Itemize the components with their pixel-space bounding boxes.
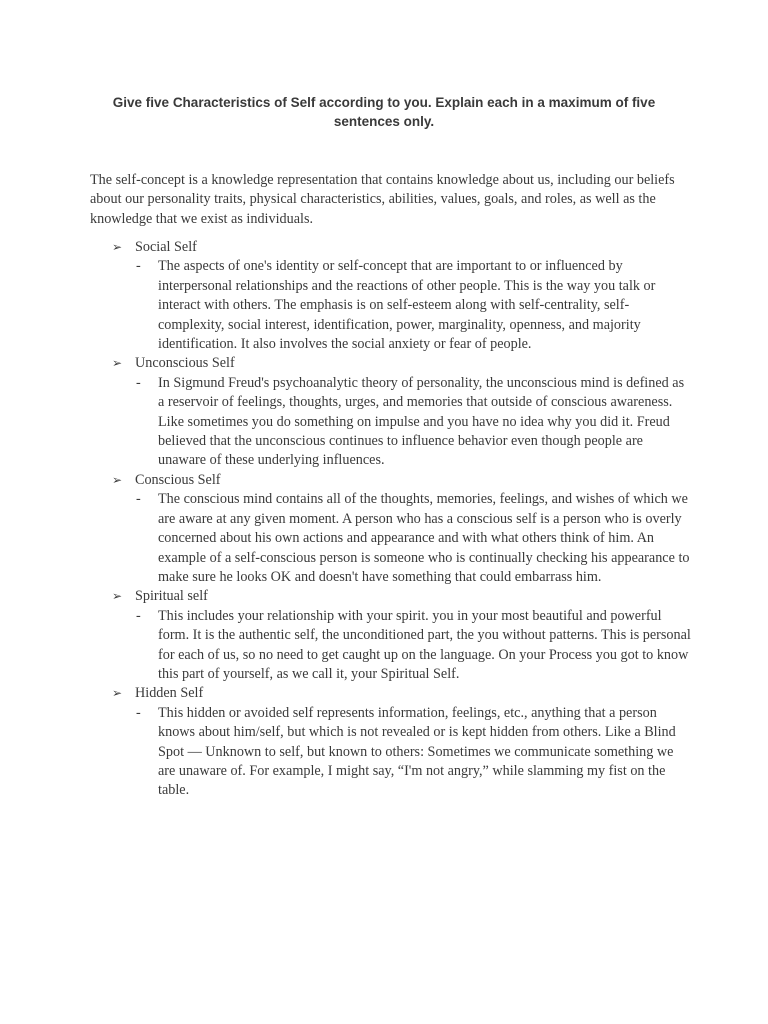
item-heading: Conscious Self [135, 471, 221, 488]
item-description: The conscious mind contains all of the thoughts, memories, feelings, and wishes of which we are aware at any given moment. A person who has a conscious self is a person who is overly concerned about his own actions and appearance and with what others think of him. An example of a self-conscious person is someone who is continually checking his appearance to make sure he looks OK and doesn't have something that could embarrass him. [158, 491, 690, 585]
item-description: This hidden or avoided self represents information, feelings, etc., anything that a person knows about him/self, but which is not revealed or is kept hidden from others. Like a Blind Spot — Unknown to self, but known to others: Sometimes we communicate something we are unaware of. For example, I might say, “I'm not angry,” while slamming my fist on the table. [158, 704, 676, 799]
arrow-bullet-icon: ➢ [112, 589, 123, 604]
arrow-bullet-icon: ➢ [112, 240, 123, 254]
arrow-bullet-icon: ➢ [112, 686, 123, 701]
document-title: Give five Characteristics of Self according to you. Explain each in a maximum of five sentences only. [112, 95, 656, 129]
item-heading: Spiritual self [135, 588, 208, 605]
item-heading: Unconscious Self [135, 355, 235, 372]
dash-bullet: - [136, 374, 141, 391]
list-item-conscious-self [112, 471, 692, 587]
item-description: In Sigmund Freud's psychoanalytic theory of personality, the unconscious mind is defined as a reservoir of feelings, thoughts, urges, and memories that outside of conscious awareness. Like sometimes you do something on impulse and you have no idea why you did it. Freud believed that the unconscious continues to influence behavior even though people are unaware of these underlying influences. [158, 374, 685, 469]
list-item-social-self [112, 238, 692, 354]
list-item-hidden-self [112, 684, 692, 800]
dash-bullet: - [136, 491, 141, 508]
item-heading: Social Self [135, 239, 197, 255]
dash-bullet: - [136, 607, 141, 624]
item-description: This includes your relationship with your spirit. you in your most beautiful and powerful form. It is the authentic self, the unconditioned part, the you without patterns. This is personal for each of us, so no need to get caught up on the language. On your Process you got to know this part of yourself, as we call it, your Spiritual Self. [158, 607, 691, 682]
dash-bullet: - [136, 258, 141, 275]
intro-paragraph: The self-concept is a knowledge representation that contains knowledge about us, including our beliefs about our personality traits, physical characteristics, abilities, values, goals, and roles, as well as the knowledge that we exist as individuals. [90, 172, 675, 227]
characteristics-list [112, 238, 692, 801]
arrow-bullet-icon: ➢ [112, 356, 123, 371]
arrow-bullet-icon: ➢ [112, 472, 123, 487]
item-heading: Hidden Self [135, 685, 204, 702]
list-item-spiritual-self [112, 587, 692, 684]
dash-bullet: - [136, 704, 141, 721]
list-item-unconscious-self [112, 354, 692, 470]
item-description: The aspects of one's identity or self-concept that are important to or influenced by interpersonal relationships and the reactions of other people. This is the way you talk or interact with others. The emphasis is on self-esteem along with self-centrality, self-complexity, social interest, identification, power, marginality, openness, and majority identification. It also involves the social anxiety or fear of people. [158, 258, 656, 353]
